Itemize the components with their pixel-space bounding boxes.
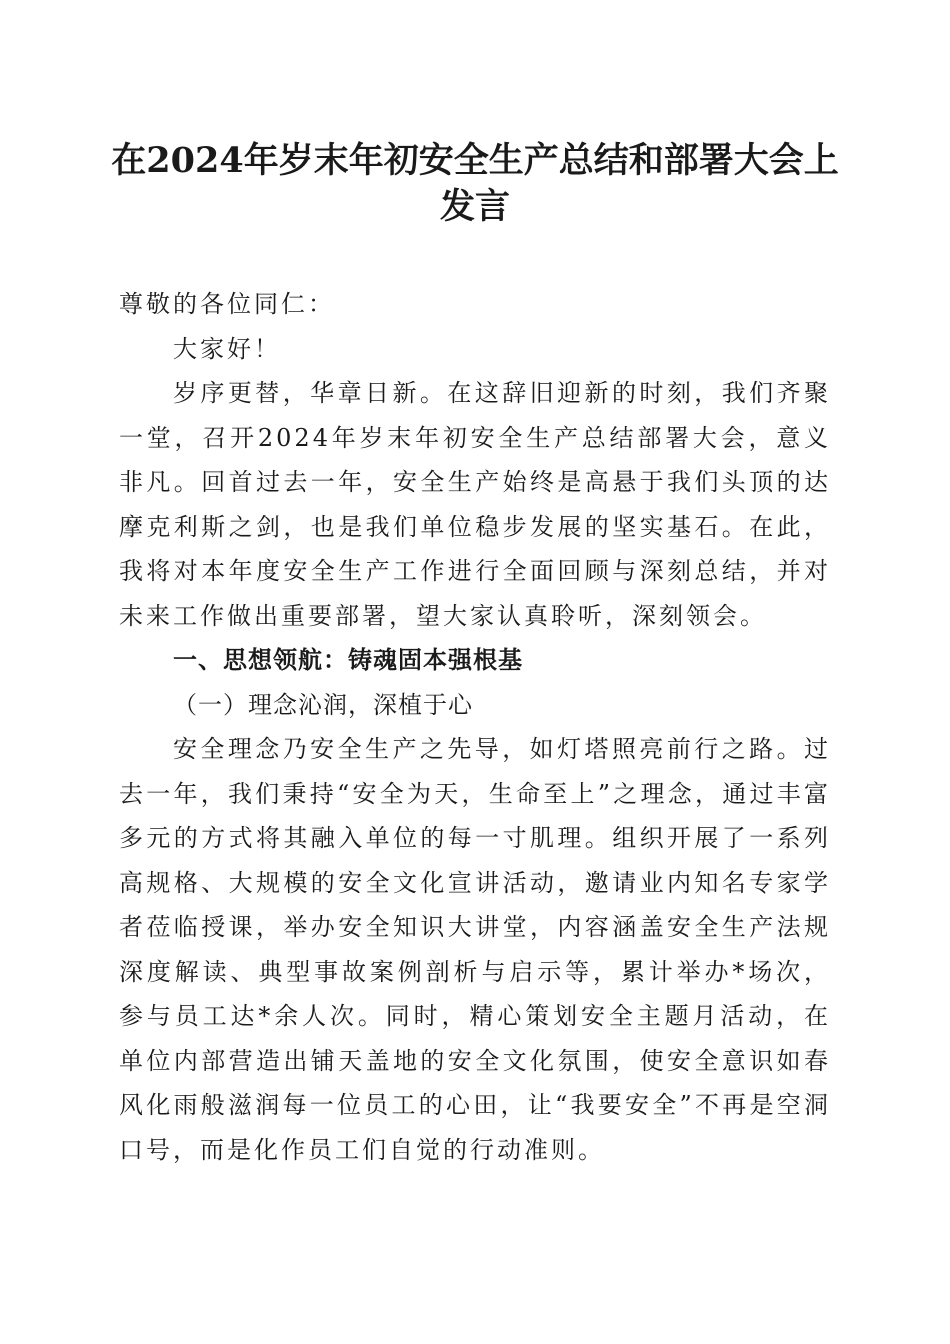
intro-paragraph: 岁序更替，华章日新。在这辞旧迎新的时刻，我们齐聚一堂，召开2024年岁末年初安全生产总结部署大会，意义非凡。回首过去一年，安全生产始终是高悬于我们头顶的达摩克利斯之剑，也是我们单位稳步发展的坚实基石。在此，我将对本年度安全生产工作进行全面回顾与深刻总结，并对未来工作做出重要部署，望大家认真聆听，深刻领会。 xyxy=(119,379,831,630)
subsection-paragraph: 安全理念乃安全生产之先导，如灯塔照亮前行之路。过去一年，我们秉持“安全为天，生命至上”之理念，通过丰富多元的方式将其融入单位的每一寸肌理。组织开展了一系列高规格、大规模的安全文化宣讲活动，邀请业内知名专家学者莅临授课，举办安全知识大讲堂，内容涵盖安全生产法规深度解读、典型事故案例剖析与启示等，累计举办*场次，参与员工达*余人次。同时，精心策划安全主题月活动，在单位内部营造出铺天盖地的安全文化氛围，使安全意识如春风化雨般滋润每一位员工的心田，让“我要安全”不再是空洞口号，而是化作员工们自觉的行动准则。 xyxy=(119,735,831,1164)
greeting: 大家好！ xyxy=(173,334,281,363)
section-heading: 一、思想领航：铸魂固本强根基 xyxy=(173,646,523,674)
salutation: 尊敬的各位同仁： xyxy=(119,290,335,318)
document-body xyxy=(119,282,831,1172)
document-title: 在2024年岁末年初安全生产总结和部署大会上发言 xyxy=(111,140,839,227)
subsection-heading: （一）理念沁润，深植于心 xyxy=(173,690,473,719)
